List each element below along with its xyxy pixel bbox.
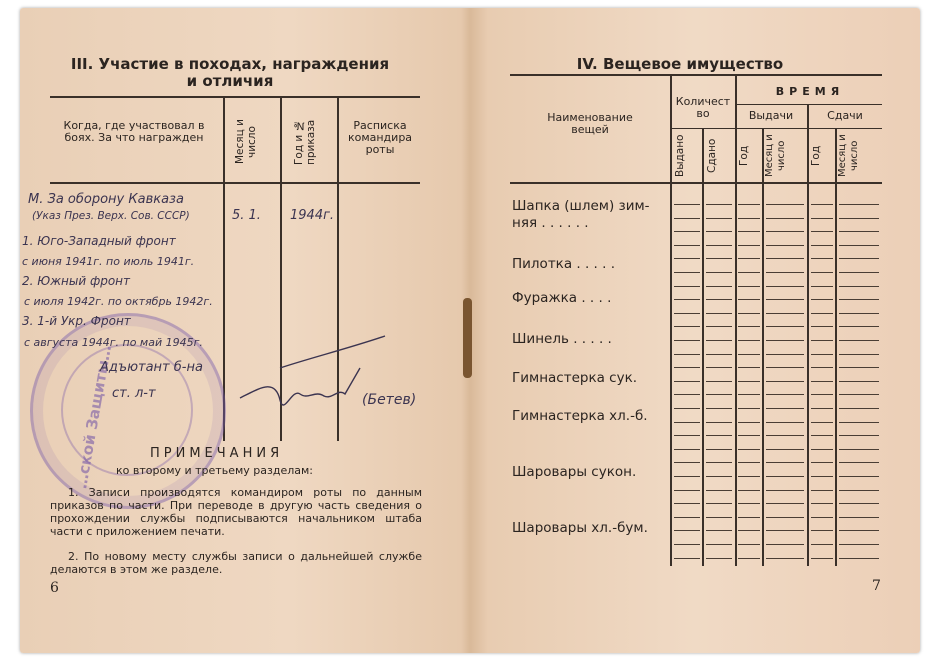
- ruled-dash: [706, 517, 732, 518]
- item-peaked-cap: Фуражка . . . .: [512, 290, 612, 306]
- ruled-dash: [706, 258, 732, 259]
- ruled-dash: [766, 258, 804, 259]
- ruled-dash: [706, 503, 732, 504]
- ruled-dash: [766, 503, 804, 504]
- ruled-dash: [738, 272, 760, 273]
- ruled-dash: [766, 490, 804, 491]
- handwritten-adjutant: Адъютант б-на: [100, 360, 203, 375]
- ruled-dash: [811, 530, 833, 531]
- ruled-dash: [674, 558, 700, 559]
- item-winter-hat-line2: няя . . . . . .: [512, 215, 589, 231]
- ruled-dash: [766, 476, 804, 477]
- ruled-dash: [706, 354, 732, 355]
- notes-subtitle: ко второму и третьему разделам:: [116, 464, 313, 477]
- ruled-dash: [811, 231, 833, 232]
- ruled-dash: [674, 381, 700, 382]
- ruled-dash: [674, 231, 700, 232]
- header-issued: Выдано: [674, 134, 686, 178]
- ruled-dash: [738, 286, 760, 287]
- ruled-dash: [706, 340, 732, 341]
- notes-title: ПРИМЕЧАНИЯ: [150, 446, 284, 461]
- ruled-dash: [738, 354, 760, 355]
- ruled-dash: [811, 558, 833, 559]
- ruled-dash: [766, 558, 804, 559]
- ruled-dash: [674, 204, 700, 205]
- item-wool-tunic: Гимнастерка сук.: [512, 370, 638, 386]
- ruled-dash: [811, 299, 833, 300]
- ruled-dash: [766, 530, 804, 531]
- ruled-dash: [706, 422, 732, 423]
- ruled-dash: [839, 408, 879, 409]
- ruled-dash: [839, 313, 879, 314]
- ruled-dash: [738, 449, 760, 450]
- handwritten-period-3: с августа 1944г. по май 1945г.: [24, 336, 203, 349]
- header-year-order: Год и № приказа: [293, 119, 317, 165]
- ruled-dash: [839, 381, 879, 382]
- ruled-dash: [839, 558, 879, 559]
- ruled-dash: [839, 449, 879, 450]
- ruled-dash: [766, 462, 804, 463]
- item-winter-hat-line1: Шапка (шлем) зим-: [512, 198, 650, 214]
- ruled-dash: [706, 231, 732, 232]
- header-returned: Сдано: [706, 138, 718, 174]
- header-commander-receipt: Расписка командира роты: [347, 119, 413, 156]
- ruled-dash: [766, 286, 804, 287]
- ruled-dash: [766, 340, 804, 341]
- section-3-title-line1: III. Участие в походах, награждения: [70, 55, 390, 73]
- ruled-dash: [706, 286, 732, 287]
- ruled-dash: [839, 218, 879, 219]
- ruled-dash: [706, 326, 732, 327]
- ruled-dash: [674, 367, 700, 368]
- ruled-dash: [738, 544, 760, 545]
- ruled-dash: [811, 394, 833, 395]
- ruled-dash: [674, 530, 700, 531]
- ruled-dash: [839, 286, 879, 287]
- ruled-dash: [706, 449, 732, 450]
- ruled-dash: [674, 408, 700, 409]
- header-return-monthday: Месяц и число: [837, 134, 860, 178]
- ruled-dash: [766, 517, 804, 518]
- handwritten-signature-name: (Бетев): [362, 392, 417, 408]
- header-issue: Выдачи: [748, 109, 794, 122]
- ruled-dash: [811, 449, 833, 450]
- ruled-dash: [674, 462, 700, 463]
- ruled-dash: [674, 245, 700, 246]
- ruled-dash: [766, 408, 804, 409]
- ruled-dash: [738, 517, 760, 518]
- ruled-dash: [811, 408, 833, 409]
- ruled-dash: [811, 490, 833, 491]
- header-month-day: Месяц и число: [234, 119, 258, 165]
- ruled-dash: [766, 313, 804, 314]
- header-item-name: Наименование вещей: [547, 111, 633, 136]
- ruled-dash: [766, 272, 804, 273]
- ruled-dash: [674, 354, 700, 355]
- subheader-rule: [670, 128, 882, 129]
- handwritten-year: 1944г.: [290, 208, 335, 223]
- item-side-cap: Пилотка . . . . .: [512, 256, 616, 272]
- right-page: [470, 8, 920, 653]
- header-battles: Когда, где участвовал в боях. За что награжден: [63, 119, 205, 144]
- ruled-dash: [706, 408, 732, 409]
- ruled-dash: [766, 326, 804, 327]
- ruled-dash: [706, 462, 732, 463]
- handwritten-award: М. За оборону Кавказа: [28, 192, 184, 207]
- ruled-dash: [738, 231, 760, 232]
- ruled-dash: [738, 435, 760, 436]
- item-wool-trousers: Шаровары сукон.: [512, 464, 637, 480]
- ruled-dash: [738, 258, 760, 259]
- header-issue-monthday: Месяц и число: [764, 134, 787, 178]
- handwritten-rank: ст. л-т: [112, 386, 156, 401]
- ruled-dash: [674, 286, 700, 287]
- ruled-dash: [738, 558, 760, 559]
- header-issue-year: Год: [738, 145, 750, 167]
- ruled-dash: [706, 476, 732, 477]
- ruled-dash: [674, 313, 700, 314]
- ruled-dash: [811, 503, 833, 504]
- ruled-dash: [839, 476, 879, 477]
- header-time: ВРЕМЯ: [775, 85, 845, 98]
- inv-col-return-year-divider: [835, 128, 837, 566]
- ruled-dash: [706, 435, 732, 436]
- ruled-dash: [738, 530, 760, 531]
- ruled-dash: [811, 258, 833, 259]
- ruled-dash: [674, 449, 700, 450]
- ruled-dash: [811, 245, 833, 246]
- ruled-dash: [674, 490, 700, 491]
- ruled-dash: [674, 258, 700, 259]
- note-1: 1. Записи производятся командиром роты по данным приказов по части. При переводе в другую часть сведения о прохождении службы подписываются начальником штаба части с приложением печати.: [50, 486, 422, 538]
- ruled-dash: [839, 340, 879, 341]
- ruled-dash: [674, 422, 700, 423]
- ruled-dash: [738, 394, 760, 395]
- ruled-dash: [811, 435, 833, 436]
- inv-col-year-divider: [762, 128, 764, 566]
- ruled-dash: [674, 218, 700, 219]
- ruled-dash: [674, 326, 700, 327]
- ruled-dash: [738, 340, 760, 341]
- ruled-dash: [706, 313, 732, 314]
- ruled-dash: [706, 245, 732, 246]
- header-return: Сдачи: [827, 109, 863, 122]
- ruled-dash: [811, 272, 833, 273]
- handwritten-month: 5. 1.: [232, 208, 261, 223]
- ruled-dash: [811, 544, 833, 545]
- ruled-dash: [766, 231, 804, 232]
- ruled-dash: [839, 258, 879, 259]
- ruled-dash: [839, 435, 879, 436]
- ruled-dash: [738, 313, 760, 314]
- handwritten-decree: (Указ През. Верх. Сов. СССР): [32, 210, 190, 222]
- ruled-dash: [738, 218, 760, 219]
- ruled-dash: [839, 204, 879, 205]
- ruled-dash: [738, 381, 760, 382]
- ruled-dash: [738, 503, 760, 504]
- item-cotton-tunic: Гимнастерка хл.-б.: [512, 408, 648, 424]
- ruled-dash: [766, 422, 804, 423]
- ruled-dash: [839, 354, 879, 355]
- ruled-dash: [839, 530, 879, 531]
- ruled-dash: [674, 394, 700, 395]
- ruled-dash: [766, 204, 804, 205]
- ruled-dash: [766, 367, 804, 368]
- header-quantity: Количество: [675, 95, 731, 120]
- ruled-dash: [674, 299, 700, 300]
- handwritten-front-1: 1. Юго-Западный фронт: [22, 234, 176, 248]
- ruled-dash: [674, 476, 700, 477]
- ruled-dash: [738, 204, 760, 205]
- ruled-dash: [811, 313, 833, 314]
- ruled-dash: [811, 204, 833, 205]
- ruled-dash: [738, 367, 760, 368]
- left-page: [20, 8, 470, 653]
- ruled-dash: [839, 272, 879, 273]
- ruled-dash: [811, 326, 833, 327]
- ruled-dash: [706, 530, 732, 531]
- item-greatcoat: Шинель . . . . .: [512, 331, 612, 347]
- ruled-dash: [706, 544, 732, 545]
- inv-col-issue-return-divider: [807, 104, 809, 566]
- section-3-title: [40, 56, 420, 90]
- inv-table-top-rule: [510, 74, 882, 76]
- ruled-dash: [766, 299, 804, 300]
- ruled-dash: [674, 340, 700, 341]
- ruled-dash: [839, 367, 879, 368]
- ruled-dash: [839, 394, 879, 395]
- ruled-dash: [811, 476, 833, 477]
- ruled-dash: [766, 394, 804, 395]
- note-2: 2. По новому месту службы записи о дальнейшей службе делаются в этом же разделе.: [50, 550, 422, 576]
- ruled-dash: [766, 381, 804, 382]
- inv-col-qty-divider: [702, 128, 704, 566]
- ruled-dash: [839, 503, 879, 504]
- table-header-rule: [50, 182, 420, 184]
- signature-scribble: [220, 328, 420, 438]
- page-number-right: 7: [872, 578, 881, 594]
- ruled-dash: [674, 272, 700, 273]
- ruled-dash: [706, 381, 732, 382]
- table-top-rule: [50, 96, 420, 98]
- ruled-dash: [811, 517, 833, 518]
- item-winter-hat: [512, 198, 650, 232]
- stamp-text: …ской Защиты…: [72, 343, 116, 491]
- ruled-dash: [706, 490, 732, 491]
- time-subheader-rule: [735, 104, 882, 105]
- ruled-dash: [811, 422, 833, 423]
- ruled-dash: [766, 218, 804, 219]
- section-3-title-line2: и отличия: [186, 72, 274, 90]
- ruled-dash: [738, 245, 760, 246]
- inv-table-header-rule: [510, 182, 882, 184]
- ruled-dash: [839, 490, 879, 491]
- ruled-dash: [811, 354, 833, 355]
- ruled-dash: [706, 272, 732, 273]
- ruled-dash: [811, 286, 833, 287]
- ruled-dash: [811, 462, 833, 463]
- ruled-dash: [706, 394, 732, 395]
- ruled-dash: [766, 354, 804, 355]
- ruled-dash: [839, 544, 879, 545]
- ruled-dash: [738, 490, 760, 491]
- ruled-dash: [674, 544, 700, 545]
- ruled-dash: [706, 299, 732, 300]
- section-4-title: IV. Вещевое имущество: [576, 55, 784, 73]
- ruled-dash: [738, 422, 760, 423]
- ruled-dash: [839, 422, 879, 423]
- ruled-dash: [706, 558, 732, 559]
- ruled-dash: [706, 218, 732, 219]
- ruled-dash: [811, 367, 833, 368]
- ruled-dash: [738, 408, 760, 409]
- ruled-dash: [674, 435, 700, 436]
- ruled-dash: [738, 476, 760, 477]
- ruled-dash: [766, 449, 804, 450]
- ruled-dash: [811, 340, 833, 341]
- ruled-dash: [706, 367, 732, 368]
- ruled-dash: [811, 218, 833, 219]
- ruled-dash: [766, 435, 804, 436]
- page-number-left: 6: [50, 580, 59, 596]
- item-cotton-trousers: Шаровары хл.-бум.: [512, 520, 648, 536]
- ruled-dash: [766, 544, 804, 545]
- ruled-dash: [811, 381, 833, 382]
- ruled-dash: [738, 462, 760, 463]
- ruled-dash: [738, 326, 760, 327]
- ruled-dash: [674, 517, 700, 518]
- ruled-dash: [706, 204, 732, 205]
- ruled-dash: [839, 231, 879, 232]
- inv-col-name-divider: [670, 76, 672, 566]
- ruled-dash: [839, 245, 879, 246]
- service-booklet: [20, 8, 920, 653]
- handwritten-front-3: 3. 1-й Укр. Фронт: [22, 314, 131, 328]
- handwritten-period-1: с июня 1941г. по июль 1941г.: [22, 255, 195, 268]
- header-return-year: Год: [810, 145, 822, 167]
- handwritten-period-2: с июля 1942г. по октябрь 1942г.: [24, 295, 213, 308]
- ruled-dash: [674, 503, 700, 504]
- ruled-dash: [738, 299, 760, 300]
- inv-col-qty-time-divider: [735, 76, 737, 566]
- ruled-dash: [839, 326, 879, 327]
- ruled-dash: [839, 517, 879, 518]
- ruled-dash: [839, 462, 879, 463]
- handwritten-front-2: 2. Южный фронт: [22, 274, 131, 288]
- ruled-dash: [839, 299, 879, 300]
- ruled-dash: [766, 245, 804, 246]
